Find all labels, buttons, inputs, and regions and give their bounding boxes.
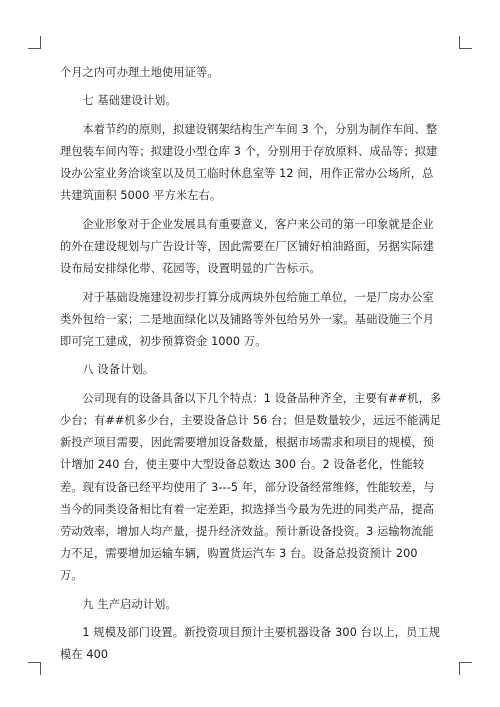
section-heading-production-start: 九 生产启动计划。 (82, 597, 177, 611)
paragraph-scale-departments: 1 规模及部门设置。新投资项目预计主要机器设备 300 台以上，员工规模在 400 (60, 626, 441, 662)
paragraph-buildings: 本着节约的原则，拟建设钢架结构生产车间 3 个，分别为制作车间、整理包装车间内等；拟建设小型仓库 3 个，分别用于存放原料、成品等；拟建设办公室业务洽谈室以及员工临时休息室等 12 间，用作正常办公场所，总共建筑面积 5000 平方米左右。 (60, 122, 438, 203)
paragraph-continuation: 个月之内可办理土地使用证等。 (60, 66, 219, 79)
crop-mark-bottom-right (459, 662, 472, 675)
paragraph-equipment: 公司现有的设备具备以下几个特点：1 设备品种齐全，主要有##机，多少台；有##机多少台，主要设备总计 56 台；但是数量较少，远远不能满足新投产项目需要，因此需要增加设备数量，根据市场需求和项目的规模，预计增加 240 台，使主要中大型设备总数达 300 台。2 设备老化，性能较差。现有设备已经平均使用了 3---5 年，部分设备经常维修，性能较差，与当今的同类设备相比有着一定差距，拟选择当今最为先进的同类产品，提高劳动效率，增加人均产量，提升经济效益。预计新设备投资。3 运输物流能力不足，需要增加运输车辆，购置货运汽车 3 台。设备总投资预计 200 万。 (60, 391, 442, 583)
paragraph-outsourcing: 对于基础设施建设初步打算分成两块外包给施工单位，一是厂房办公室类外包给一家；二是地面绿化以及铺路等外包给另外一家。基础设施三个月即可完工建成，初步预算资金 1000 万。 (60, 290, 435, 348)
paragraph-corporate-image: 企业形象对于企业发展具有重要意义，客户来公司的第一印象就是企业的外在建设规划与广告设计等，因此需要在厂区铺好柏油路面，另据实际建设布局安排绿化带、花园等，设置明显的广告标示。 (60, 217, 435, 276)
crop-mark-top-right (459, 36, 472, 49)
crop-mark-top-left (28, 36, 41, 49)
crop-mark-bottom-left (28, 662, 41, 675)
section-heading-equipment: 八 设备计划。 (82, 363, 155, 377)
document-body (60, 62, 444, 673)
section-heading-infrastructure: 七 基础建设计划。 (82, 94, 177, 108)
